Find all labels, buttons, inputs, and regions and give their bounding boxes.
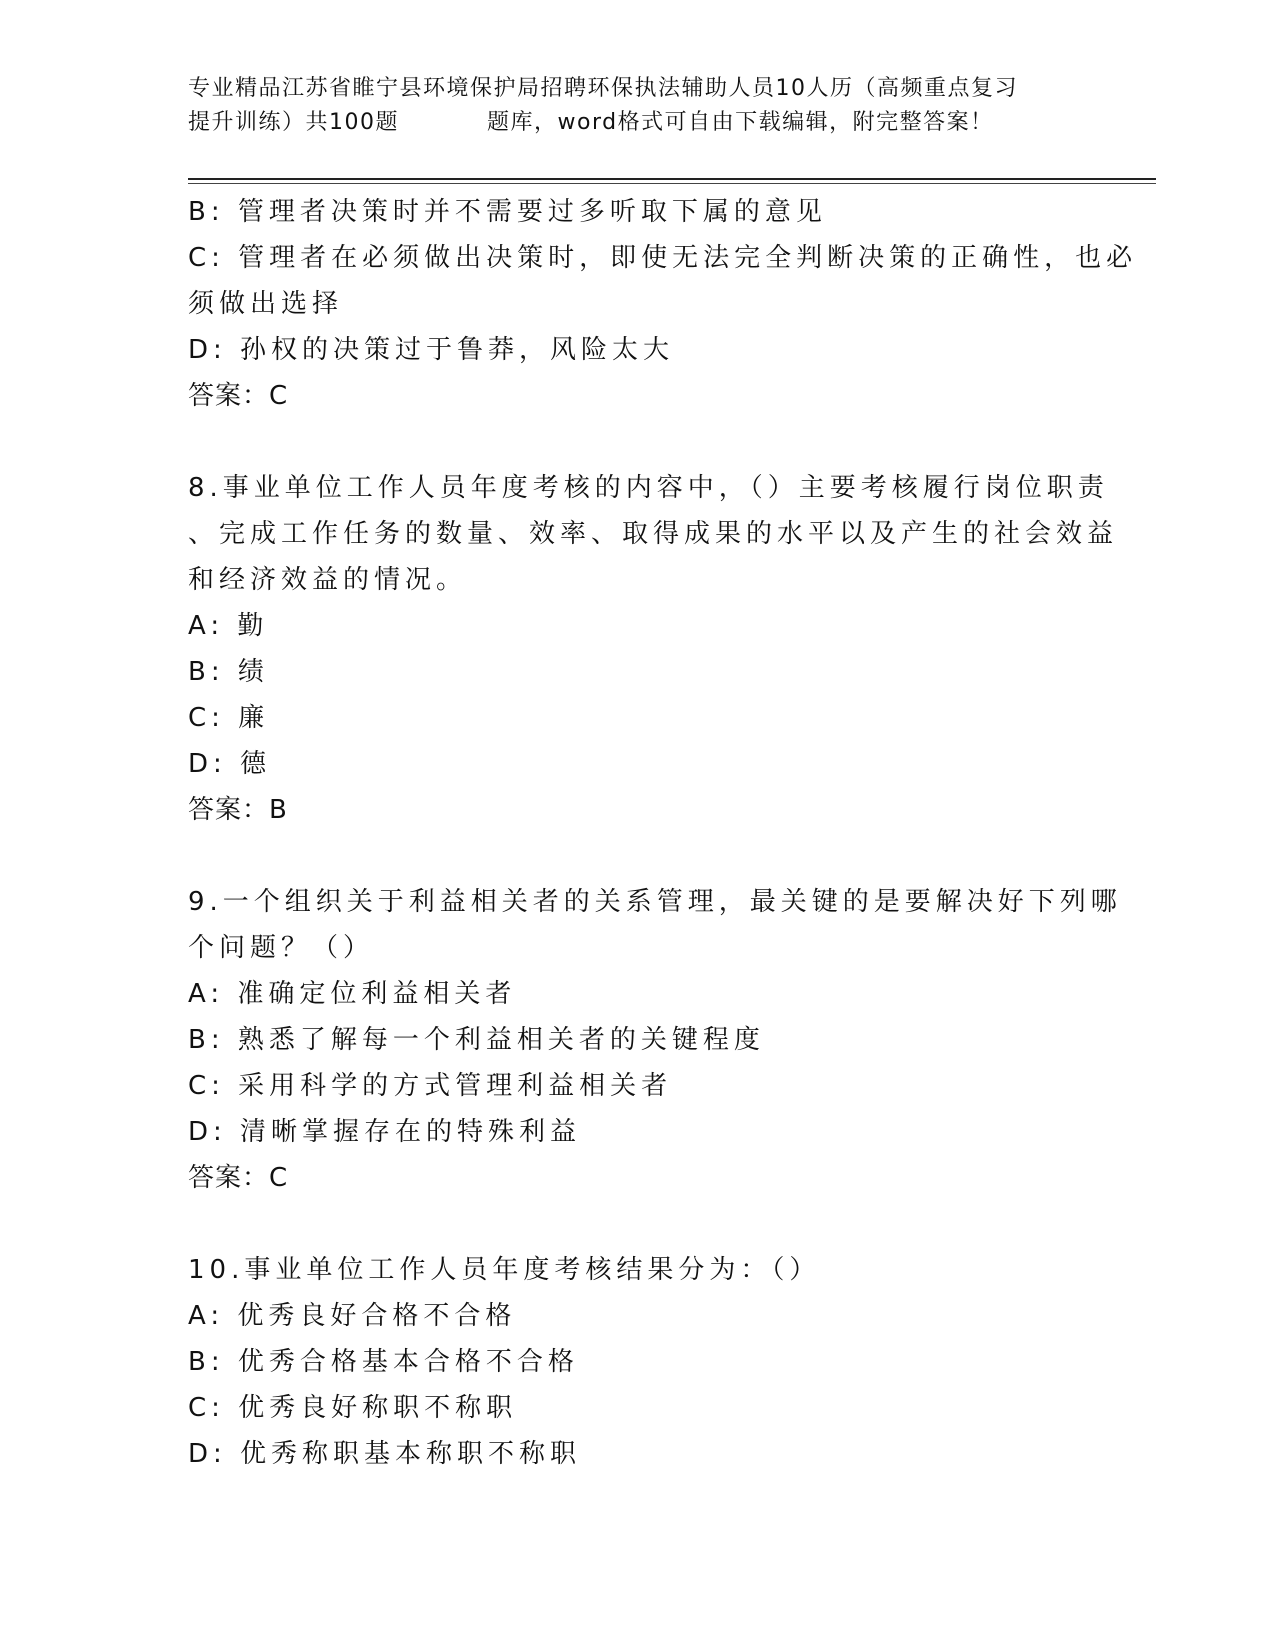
option-b: B: 熟悉了解每一个利益相关者的关键程度 [188, 1025, 765, 1055]
option-d: D: 清晰掌握存在的特殊利益 [188, 1117, 582, 1147]
option-a: A: 优秀良好合格不合格 [188, 1301, 517, 1331]
question-stem-continued: 、完成工作任务的数量、效率、取得成果的水平以及产生的社会效益 [188, 519, 1119, 549]
answer: 答案：B [188, 795, 288, 825]
option-c: C: 采用科学的方式管理利益相关者 [188, 1071, 673, 1101]
question-stem: 9.一个组织关于利益相关者的关系管理，最关键的是要解决好下列哪 [188, 887, 1122, 917]
option-b: B: 优秀合格基本合格不合格 [188, 1347, 579, 1377]
header-title-line-2-right: 题库，word格式可自由下载编辑，附完整答案！ [487, 110, 994, 135]
question-10 [188, 1247, 1068, 1477]
question-spacer [188, 833, 1068, 879]
option-c: C: 优秀良好称职不称职 [188, 1393, 518, 1423]
header-divider-thin [188, 183, 1156, 184]
option-c: C: 管理者在必须做出决策时，即使无法完全判断决策的正确性，也必 [188, 243, 1138, 273]
answer: 答案：C [188, 1163, 289, 1193]
option-b: B: 管理者决策时并不需要过多听取下属的意见 [188, 197, 827, 227]
question-stem-continued: 个问题？（） [188, 933, 375, 963]
header-title-line-1: 专业精品江苏省睢宁县环境保护局招聘环保执法辅助人员10人历（高频重点复习 [188, 76, 1018, 101]
question-stem: 8.事业单位工作人员年度考核的内容中，（）主要考核履行岗位职责 [188, 473, 1109, 503]
question-spacer [188, 419, 1068, 465]
option-a: A: 勤 [188, 611, 269, 641]
question-stem-continued: 和经济效益的情况。 [188, 565, 468, 595]
page-header [188, 72, 1088, 140]
option-d: D: 优秀称职基本称职不称职 [188, 1439, 582, 1469]
question-list [188, 189, 1138, 1477]
header-title-line-2-left: 提升训练）共100题 [188, 110, 399, 135]
option-d: D: 孙权的决策过于鲁莽，风险太大 [188, 335, 675, 365]
option-a: A: 准确定位利益相关者 [188, 979, 517, 1009]
answer: 答案：C [188, 381, 289, 411]
header-title-line-2 [188, 106, 1088, 140]
question-7-continued [188, 189, 1138, 419]
question-stem: 10.事业单位工作人员年度考核结果分为：（） [188, 1255, 821, 1285]
question-spacer [188, 1201, 1068, 1247]
option-d: D: 德 [188, 749, 272, 779]
option-c: C: 廉 [188, 703, 270, 733]
header-divider-thick [188, 178, 1156, 180]
question-9 [188, 879, 1122, 1201]
question-8 [188, 465, 1119, 833]
option-c-continued: 须做出选择 [188, 289, 344, 319]
option-b: B: 绩 [188, 657, 269, 687]
